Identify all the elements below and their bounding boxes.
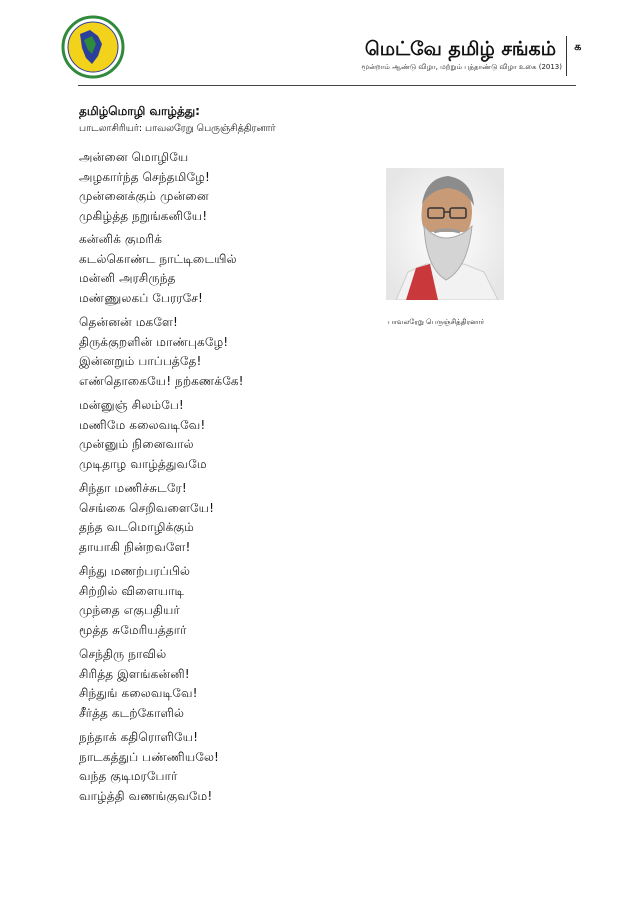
poem-line: மன்னுஞ் சிலம்பே! xyxy=(79,398,184,412)
stanza xyxy=(79,230,237,308)
poem-line: சிரித்த இளங்கன்னி! xyxy=(79,666,190,681)
poem-line: மணிமே கலைவடிவே! xyxy=(79,417,206,432)
stanza xyxy=(79,148,210,226)
stanza xyxy=(79,479,214,557)
poem-line: சிந்தா மணிச்சுடரே! xyxy=(79,481,187,495)
poem-line: சிற்றில் விளையாடி xyxy=(79,583,185,598)
poem-line: மண்ணுலகப் பேரரசே! xyxy=(79,290,203,305)
poem-line: தாயாகி நின்றவளே! xyxy=(79,539,191,554)
poem-line: வாழ்த்தி வணங்குவமே! xyxy=(79,788,213,803)
poem-line: நாடகத்துப் பண்ணியலே! xyxy=(79,749,219,764)
stanza xyxy=(79,313,244,391)
poem-line: நந்தாக் கதிரொளியே! xyxy=(79,730,199,744)
poem-line: அழகார்ந்த செந்தமிழே! xyxy=(79,169,210,184)
poem-line: திருக்குறளின் மாண்புகழே! xyxy=(79,334,229,349)
header-subtitle: மூன்றாம் ஆண்டு விழா, மற்றும் புத்தாண்டு விழா உகை (2013) xyxy=(361,63,562,71)
poem-line: இன்னறும் பாப்பத்தே! xyxy=(79,354,202,369)
poem-line: முன்னும் நினைவால் xyxy=(79,437,194,452)
header-title: மெட்வே தமிழ் சங்கம் xyxy=(364,38,556,60)
header-separator xyxy=(566,36,567,76)
poem-line: செந்திரு நாவில் xyxy=(79,647,167,661)
sangam-logo xyxy=(58,14,128,80)
stanza xyxy=(79,728,219,806)
portrait-caption: பாவலரேறு பெருஞ்சித்திரனார் xyxy=(388,318,485,326)
poem-author: பாடலாசிரியர்: பாவலரேறு பெருஞ்சித்திரனார் xyxy=(79,123,276,134)
poem-line: முந்தை எகுபதியர் xyxy=(79,603,180,618)
poem-line: மூத்த சுமேரியத்தார் xyxy=(79,622,187,637)
poem-line: கடல்கொண்ட நாட்டிடையில் xyxy=(79,251,237,266)
poem-line: சீர்த்த கடற்கோளில் xyxy=(79,705,185,720)
poem-line: தந்த வடமொழிக்கும் xyxy=(79,520,194,535)
poem-line: முகிழ்த்த நறுங்கனியே! xyxy=(79,208,208,223)
poem-line: கன்னிக் குமரிக் xyxy=(79,232,162,246)
stanza xyxy=(79,645,198,723)
poem-title: தமிழ்மொழி வாழ்த்து: xyxy=(79,104,200,118)
poem-line: எண்தொகையே! நற்கணக்கே! xyxy=(79,373,244,388)
poem-line: முடிதாழ வாழ்த்துவமே xyxy=(79,456,207,471)
poem-line: தென்னன் மகளே! xyxy=(79,315,178,329)
header-rule xyxy=(78,85,576,86)
stanza xyxy=(79,396,207,474)
poem-line: அன்னை மொழியே xyxy=(79,150,189,164)
poem-line: செங்கை செறிவளையே! xyxy=(79,500,215,515)
poem-line: மன்னி அரசிருந்த xyxy=(79,271,176,286)
poem-line: சிந்து மணற்பரப்பில் xyxy=(79,564,191,578)
stanza xyxy=(79,562,190,640)
poem-line: முன்னைக்கும் முன்னை xyxy=(79,189,209,204)
poem-line: சிந்துங் கலைவடிவே! xyxy=(79,686,198,701)
poem-line: வந்த குடிமரபோர் xyxy=(79,769,178,784)
page-number: ௧ xyxy=(574,40,582,53)
poet-portrait xyxy=(386,168,504,300)
